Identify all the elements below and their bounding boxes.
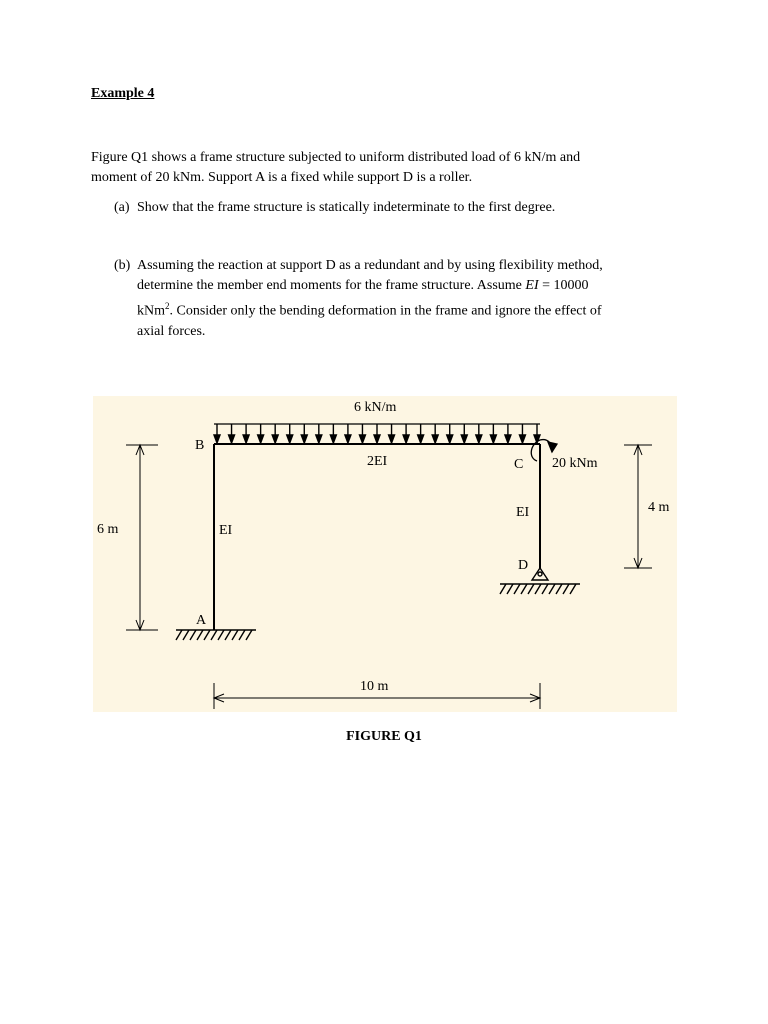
udl-arrow-head (214, 435, 220, 443)
udl-arrow-head (403, 435, 409, 443)
left-column-stiffness-label: EI (219, 523, 233, 538)
ground-hatch (542, 584, 548, 594)
udl-arrow-head (258, 435, 264, 443)
right-column-stiffness-label: EI (516, 505, 530, 520)
problem-statement (91, 148, 681, 188)
figure-caption: FIGURE Q1 (346, 729, 422, 744)
question-part-a (114, 198, 674, 218)
part-a-text: Show that the frame structure is statically indeterminate to the first degree. (137, 200, 556, 215)
ground-hatch (218, 630, 224, 640)
frame-diagram (93, 396, 677, 712)
ground-hatch (507, 584, 513, 594)
ground-hatch (500, 584, 506, 594)
ground-hatch (190, 630, 196, 640)
ground-hatch (535, 584, 541, 594)
udl-arrow-head (490, 435, 496, 443)
udl-arrow-head (243, 435, 249, 443)
ground-hatch (204, 630, 210, 640)
part-b-line-4: axial forces. (137, 323, 206, 339)
ground-hatch (197, 630, 203, 640)
roller-support-d (500, 568, 580, 594)
udl-arrow-head (330, 435, 336, 443)
beam-stiffness-label: 2EI (367, 454, 388, 469)
udl-arrow-head (519, 435, 525, 443)
ground-hatch (570, 584, 576, 594)
udl-arrow-head (359, 435, 365, 443)
part-a-label: (a) (114, 200, 130, 215)
node-b-label: B (195, 438, 205, 453)
statement-line-1: Figure Q1 shows a frame structure subjected to uniform distributed load of 6 kN/m and (91, 150, 581, 165)
right-height-label: 4 m (648, 500, 670, 515)
ground-hatch (563, 584, 569, 594)
units-knm: kNm (137, 303, 165, 319)
left-height-label: 6 m (97, 522, 119, 537)
example-heading: Example 4 (91, 86, 155, 101)
ground-hatch (239, 630, 245, 640)
units-superscript: 2 (165, 301, 170, 311)
ground-hatch (556, 584, 562, 594)
statement-line-2: moment of 20 kNm. Support A is a fixed while support D is a roller. (91, 170, 473, 185)
udl-arrow-head (389, 435, 395, 443)
udl-arrow-head (229, 435, 235, 443)
ground-hatch (549, 584, 555, 594)
udl-arrow-head (461, 435, 467, 443)
span-label: 10 m (360, 679, 389, 694)
udl-arrows (214, 424, 540, 443)
ground-hatch (521, 584, 527, 594)
ei-value: = 10000 (538, 278, 589, 293)
node-d-label: D (518, 558, 529, 573)
ground-hatch (246, 630, 252, 640)
ground-hatch (183, 630, 189, 640)
ground-hatch (514, 584, 520, 594)
ground-hatch (232, 630, 238, 640)
question-part-b (114, 256, 674, 342)
ground-hatch (528, 584, 534, 594)
part-b-text (114, 256, 674, 342)
part-b-line-3: . Consider only the bending deformation in the frame and ignore the effect of (169, 303, 602, 319)
udl-label: 6 kN/m (354, 400, 397, 415)
udl-arrow-head (432, 435, 438, 443)
node-a-label: A (196, 613, 207, 628)
fixed-support-a (176, 630, 256, 640)
udl-arrow-head (374, 435, 380, 443)
udl-arrow-head (316, 435, 322, 443)
udl-arrow-head (447, 435, 453, 443)
ground-hatch (225, 630, 231, 640)
ground-hatch (211, 630, 217, 640)
udl-arrow-head (272, 435, 278, 443)
udl-arrow-head (301, 435, 307, 443)
udl-arrow-head (476, 435, 482, 443)
ei-symbol: EI (525, 278, 539, 293)
moment-label: 20 kNm (552, 456, 598, 471)
udl-arrow-head (287, 435, 293, 443)
figure-q1-panel (93, 396, 677, 712)
udl-arrow-head (505, 435, 511, 443)
dimension-left-6m (126, 445, 158, 630)
part-b-line-1: Assuming the reaction at support D as a redundant and by using flexibility method, (137, 258, 603, 273)
node-c-label: C (514, 457, 524, 472)
part-b-label: (b) (114, 258, 131, 273)
part-b-line-2: determine the member end moments for the frame structure. Assume (137, 278, 522, 293)
udl-arrow-head (345, 435, 351, 443)
udl-arrow-head (418, 435, 424, 443)
ground-hatch (176, 630, 182, 640)
